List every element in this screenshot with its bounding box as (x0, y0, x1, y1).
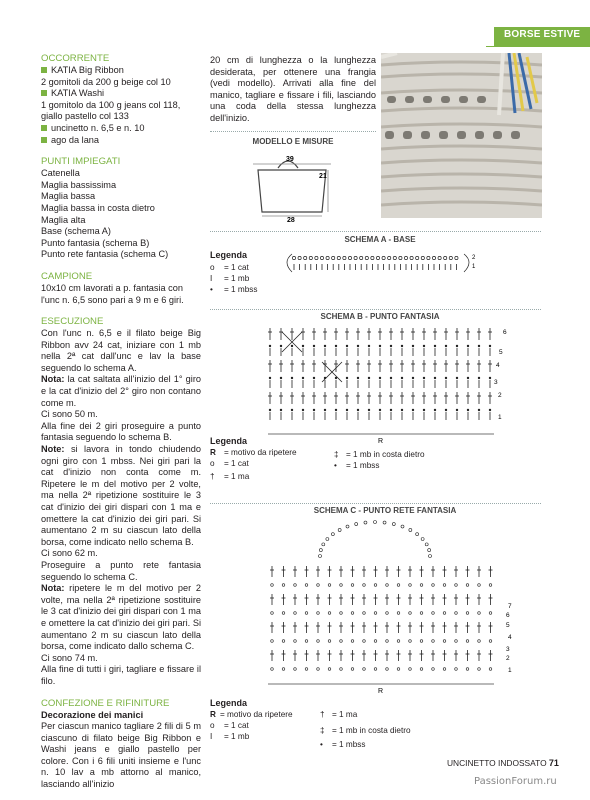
slip-symbol (313, 409, 315, 411)
slip-symbol (346, 409, 348, 411)
row-label: 6 (506, 612, 510, 619)
chain-symbol (386, 612, 389, 615)
chain-symbol (351, 640, 354, 643)
slip-symbol (379, 377, 381, 379)
chain-symbol (429, 555, 432, 558)
chain-symbol (409, 640, 412, 643)
chain-symbol (438, 256, 441, 259)
stitch-item: Maglia bassissima (41, 179, 117, 190)
row-label: 7 (508, 603, 512, 610)
chain-symbol (386, 584, 389, 587)
legend-item: ‡ = 1 mb in costa dietro (320, 726, 411, 735)
continued-text: 20 cm di lunghezza o la lunghezza desiderata, per ottenere una frangia (vedi modello). Arrivati alla fine del manico, tagliare e fissare i fili, lasciando una coda della stessa lunghezza dell'inizio. (210, 55, 376, 123)
chain-symbol (354, 256, 357, 259)
slip-symbol (313, 377, 315, 379)
chain-symbol (340, 668, 343, 671)
turn-curve (287, 254, 292, 272)
paragraph: Ci sono 74 m. (41, 652, 98, 663)
slip-symbol (291, 377, 293, 379)
chain-symbol (420, 668, 423, 671)
section-label: BORSE ESTIVE (504, 29, 581, 40)
chain-icon: o (210, 459, 215, 468)
chain-symbol (420, 612, 423, 615)
chain-symbol (397, 584, 400, 587)
row-label: 1 (472, 264, 476, 270)
chain-symbol (363, 640, 366, 643)
slip-symbol (467, 345, 469, 347)
chain-symbol (328, 668, 331, 671)
chain-symbol (363, 584, 366, 587)
chain-symbol (351, 612, 354, 615)
legend-item: o = 1 cat (210, 721, 249, 730)
legend-item: • = 1 mbss (334, 461, 380, 470)
row-label: 4 (496, 362, 500, 369)
schema-a-title: SCHEMA A - BASE (344, 235, 416, 244)
chain-symbol (282, 584, 285, 587)
chain-symbol (374, 640, 377, 643)
chain-symbol (317, 668, 320, 671)
bag-photo (381, 53, 542, 218)
materials-line: 2 gomitoli da 200 g beige col 10 (41, 76, 171, 87)
confezione-subtitle: Decorazione dei manici (41, 709, 144, 720)
slip-symbol (456, 409, 458, 411)
campione-text: 10x10 cm lavorati a p. fantasia con l'unc n. 6,5 sono pari a 9 m e 6 giri. (41, 282, 184, 305)
chain-symbol (489, 612, 492, 615)
slip-symbol (390, 377, 392, 379)
slip-symbol (269, 377, 271, 379)
chain-symbol (420, 584, 423, 587)
chain-symbol (304, 256, 307, 259)
chain-symbol (371, 256, 374, 259)
slip-symbol (489, 345, 491, 347)
chain-icon: o (210, 721, 215, 730)
slip-symbol (401, 377, 403, 379)
single-crochet-icon: I (210, 274, 213, 283)
divider (210, 503, 541, 504)
chain-symbol (455, 640, 458, 643)
repeat-label: R (378, 438, 384, 444)
chain-symbol (478, 668, 481, 671)
measure-top: 39 (286, 156, 294, 163)
legend-item: R = motivo da ripetere (210, 448, 297, 457)
note-paragraph: Nota: ripetere le m del motivo per 2 volte, ma nella 2ª ripetizione sostituire le 3 cat d'inizio dei giri dispari con 1 ma e omettere la cat d'inizio dei giri pari. Si aumentano 2 m su ciascun lato della borsa, come indicato dallo schema C. (41, 583, 201, 652)
slip-symbol (280, 409, 282, 411)
materials-line: KATIA Big Ribbon (41, 65, 201, 77)
chain-symbol (348, 256, 351, 259)
legend-item: o = 1 cat (210, 459, 249, 468)
back-loop-icon: ‡ (320, 726, 325, 735)
bullet-icon (41, 137, 47, 143)
chain-symbol (420, 640, 423, 643)
slip-symbol (368, 409, 370, 411)
page-footer: UNCINETTO INDOSSATO 71 (447, 758, 559, 768)
legend-title: Legenda (210, 250, 248, 260)
page-number: 71 (548, 758, 559, 768)
schema-a-diagram (282, 250, 482, 280)
slip-symbol (313, 345, 315, 347)
chain-symbol (409, 668, 412, 671)
slip-symbol (401, 345, 403, 347)
chain-symbol (374, 521, 377, 524)
row-label: 3 (494, 379, 498, 386)
chain-symbol (397, 640, 400, 643)
slip-symbol (489, 377, 491, 379)
chain-symbol (305, 612, 308, 615)
chain-symbol (331, 533, 334, 536)
paragraph: Alla fine dei 2 giri proseguire a punto fantasia seguendo lo schema B. (41, 420, 201, 443)
chain-symbol (376, 256, 379, 259)
divider (210, 309, 541, 310)
chain-symbol (340, 584, 343, 587)
legend-title: Legenda (210, 436, 248, 446)
slip-symbol (390, 409, 392, 411)
chain-symbol (409, 528, 412, 531)
chain-symbol (363, 612, 366, 615)
chain-symbol (271, 668, 274, 671)
punti-title: PUNTI IMPIEGATI (41, 156, 121, 168)
chain-symbol (326, 256, 329, 259)
chain-symbol (392, 523, 395, 526)
repeat-label: R (378, 688, 384, 695)
slip-symbol (434, 377, 436, 379)
chain-symbol (332, 256, 335, 259)
note-paragraph: Note: si lavora in tondo chiudendo ogni giro con 1 mbss. Nei giri pari la cat d'inizio non conta come m. Ripetere le m del motivo per 2 volte, ma nella 2ª ripetizione sostituire le 3 cat d'inizio dei giri dispari con 1 ma e omettere la cat d'inizio dei giri pari. Si aumentano 2 m su ciascun lato della borsa, come indicato nello schema B. (41, 444, 201, 547)
stitch-item: Maglia bassa (41, 191, 96, 202)
slip-symbol (302, 345, 304, 347)
chain-symbol (340, 612, 343, 615)
slip-symbol (467, 377, 469, 379)
slip-symbol (445, 345, 447, 347)
row-label: 3 (506, 646, 510, 653)
legend-item: † = 1 ma (320, 710, 358, 719)
chain-symbol (466, 640, 469, 643)
chain-symbol (319, 555, 322, 558)
slip-stitch-icon: • (334, 461, 337, 470)
chain-symbol (363, 668, 366, 671)
chain-symbol (364, 521, 367, 524)
chain-symbol (282, 612, 285, 615)
chain-symbol (393, 256, 396, 259)
row-label: 5 (506, 622, 510, 629)
occorrente-title: OCCORRENTE (41, 53, 110, 64)
chain-symbol (478, 640, 481, 643)
row-label: 4 (508, 634, 512, 641)
chain-symbol (432, 584, 435, 587)
chain-symbol (432, 256, 435, 259)
slip-symbol (434, 409, 436, 411)
double-crochet-icon: † (320, 710, 325, 719)
slip-symbol (489, 409, 491, 411)
slip-symbol (357, 377, 359, 379)
slip-symbol (478, 345, 480, 347)
chain-symbol (317, 640, 320, 643)
chain-symbol (409, 612, 412, 615)
chain-symbol (365, 256, 368, 259)
chain-symbol (397, 612, 400, 615)
chain-symbol (320, 256, 323, 259)
single-crochet-icon: I (210, 732, 213, 741)
chain-symbol (360, 256, 363, 259)
stitch-item: Punto rete fantasia (schema C) (41, 249, 169, 260)
chain-symbol (466, 668, 469, 671)
slip-symbol (324, 345, 326, 347)
double-crochet-icon: † (210, 472, 215, 481)
chain-symbol (421, 538, 424, 541)
chain-symbol (444, 256, 447, 259)
chain-symbol (399, 256, 402, 259)
row-label: 2 (472, 255, 476, 261)
chain-icon: o (210, 263, 215, 272)
bullet-icon (41, 90, 47, 96)
slip-symbol (379, 409, 381, 411)
legend-item: • = 1 mbss (320, 740, 366, 749)
chain-symbol (421, 256, 424, 259)
chain-symbol (319, 549, 322, 552)
chain-symbol (449, 256, 452, 259)
measure-bottom: 28 (287, 217, 295, 222)
paragraph: Con l'unc n. 6,5 e il filato beige Big Ribbon avv 24 cat, iniziare con 1 mb nella 2ª cat dall'unc e lav la base seguendo lo schema A. (41, 328, 201, 373)
paragraph: Proseguire a punto rete fantasia seguendo lo schema C. (41, 559, 201, 582)
section-tab (494, 27, 590, 46)
chain-symbol (305, 640, 308, 643)
chain-symbol (317, 584, 320, 587)
chain-symbol (401, 525, 404, 528)
slip-symbol (302, 377, 304, 379)
chain-symbol (315, 256, 318, 259)
esecuzione-title: ESECUZIONE (41, 316, 104, 328)
slip-symbol (346, 345, 348, 347)
paragraph: Ci sono 62 m. (41, 548, 98, 559)
chain-symbol (355, 523, 358, 526)
chain-symbol (410, 256, 413, 259)
slip-symbol (445, 409, 447, 411)
chain-symbol (294, 584, 297, 587)
slip-symbol (401, 409, 403, 411)
chain-symbol (340, 640, 343, 643)
bag-measure-diagram (248, 150, 336, 222)
chain-symbol (305, 584, 308, 587)
slip-symbol (335, 409, 337, 411)
slip-symbol (291, 409, 293, 411)
confezione-title: CONFEZIONE E RIFINITURE (41, 697, 170, 709)
chain-symbol (338, 528, 341, 531)
chain-symbol (386, 668, 389, 671)
slip-symbol (434, 345, 436, 347)
materials-line: uncinetto n. 6,5 e n. 10 (41, 123, 201, 135)
row-label: 1 (508, 667, 512, 674)
chain-symbol (489, 584, 492, 587)
chain-symbol (455, 668, 458, 671)
slip-symbol (412, 409, 414, 411)
slip-symbol (302, 409, 304, 411)
materials-line: KATIA Washi (41, 88, 201, 100)
paragraph: Alla fine di tutti i giri, tagliare e fissare il filo. (41, 664, 201, 686)
slip-stitch-icon: • (210, 285, 213, 294)
chain-symbol (294, 612, 297, 615)
slip-symbol (423, 377, 425, 379)
legend-item: • = 1 mbss (210, 285, 258, 294)
stitch-item: Base (schema A) (41, 226, 111, 237)
paragraph: Ci sono 50 m. (41, 409, 98, 420)
chain-symbol (282, 640, 285, 643)
schema-b-title: SCHEMA B - PUNTO FANTASIA (320, 312, 440, 321)
slip-symbol (357, 345, 359, 347)
divider (210, 131, 376, 132)
modello-title: MODELLO E MISURE (252, 137, 334, 146)
chain-symbol (326, 538, 329, 541)
chain-symbol (374, 612, 377, 615)
chain-symbol (328, 584, 331, 587)
legend-item: I = 1 mb (210, 274, 250, 283)
chain-symbol (322, 543, 325, 546)
chain-symbol (388, 256, 391, 259)
note-paragraph: Nota: la cat saltata all'inizio del 1° giro e la cat d'inizio del 2° giro non contano come m. (41, 374, 201, 408)
slip-symbol (390, 345, 392, 347)
stitch-item: Punto fantasia (schema B) (41, 237, 150, 248)
bullet-icon (41, 125, 47, 131)
chain-symbol (351, 668, 354, 671)
chain-symbol (382, 256, 385, 259)
chain-symbol (432, 612, 435, 615)
chain-symbol (428, 549, 431, 552)
stitch-item: Maglia bassa in costa dietro (41, 202, 155, 213)
chain-symbol (271, 640, 274, 643)
chain-symbol (455, 612, 458, 615)
bullet-icon (41, 67, 47, 73)
slip-symbol (368, 377, 370, 379)
chain-symbol (328, 612, 331, 615)
chain-symbol (432, 668, 435, 671)
chain-symbol (271, 612, 274, 615)
chain-symbol (489, 668, 492, 671)
slip-symbol (357, 409, 359, 411)
slip-symbol (379, 345, 381, 347)
legend-item: o = 1 cat (210, 263, 249, 272)
slip-symbol (324, 409, 326, 411)
left-column (41, 53, 201, 791)
slip-symbol (467, 409, 469, 411)
slip-symbol (368, 345, 370, 347)
stitch-item: Maglia alta (41, 214, 86, 225)
legend-item: † = 1 ma (210, 472, 250, 481)
legend-item: ‡ = 1 mb in costa dietro (334, 450, 425, 459)
chain-symbol (404, 256, 407, 259)
row-label: 2 (506, 655, 510, 662)
slip-symbol (269, 345, 271, 347)
chain-symbol (443, 668, 446, 671)
chain-symbol (443, 612, 446, 615)
chain-symbol (425, 543, 428, 546)
chain-symbol (374, 668, 377, 671)
chain-symbol (317, 612, 320, 615)
chain-symbol (455, 256, 458, 259)
materials-line: ago da lana (41, 135, 201, 147)
header-rule (486, 46, 590, 47)
chain-symbol (455, 584, 458, 587)
chain-symbol (383, 521, 386, 524)
chain-symbol (478, 584, 481, 587)
chain-symbol (386, 640, 389, 643)
slip-symbol (280, 377, 282, 379)
chain-symbol (478, 612, 481, 615)
back-loop-icon: ‡ (334, 450, 339, 459)
chain-symbol (294, 640, 297, 643)
chain-symbol (432, 640, 435, 643)
slip-symbol (346, 377, 348, 379)
row-label: 2 (498, 392, 502, 399)
chain-symbol (443, 584, 446, 587)
schema-b-diagram (262, 322, 518, 444)
divider (210, 231, 541, 232)
chain-symbol (416, 256, 419, 259)
chain-symbol (337, 256, 340, 259)
chain-symbol (397, 668, 400, 671)
slip-symbol (478, 409, 480, 411)
chain-symbol (346, 525, 349, 528)
materials-line: giallo pastello col 133 (41, 111, 129, 122)
slip-symbol (445, 377, 447, 379)
materials-line: 1 gomitolo da 100 g jeans col 118, (41, 99, 181, 110)
slip-symbol (412, 377, 414, 379)
schema-c-title: SCHEMA C - PUNTO RETE FANTASIA (313, 506, 457, 515)
schema-c-diagram (262, 516, 522, 696)
paragraph: Per ciascun manico tagliare 2 fili di 5 m ciascuno di filato beige Big Ribbon e Washi jeans e giallo pastello per colore. Con i 6 fili uniti insieme e l'unc n. 10 lav a mb attorno al manico, lasciando all'inizio (41, 721, 201, 790)
slip-symbol (280, 345, 282, 347)
chain-symbol (343, 256, 346, 259)
slip-symbol (269, 409, 271, 411)
row-label: 1 (498, 414, 502, 421)
stitch-item: Catenella (41, 168, 80, 179)
row-label: 5 (499, 349, 503, 356)
slip-symbol (335, 345, 337, 347)
watermark: PassionForum.ru (474, 776, 557, 787)
chain-symbol (466, 584, 469, 587)
chain-symbol (292, 256, 295, 259)
chain-symbol (309, 256, 312, 259)
chain-symbol (489, 640, 492, 643)
chain-symbol (466, 612, 469, 615)
chain-symbol (427, 256, 430, 259)
slip-symbol (423, 345, 425, 347)
measure-side: 21 (319, 173, 327, 180)
chain-symbol (328, 640, 331, 643)
chain-symbol (351, 584, 354, 587)
chain-symbol (298, 256, 301, 259)
campione-title: CAMPIONE (41, 270, 93, 282)
chain-symbol (271, 584, 274, 587)
slip-symbol (456, 377, 458, 379)
slip-symbol (423, 409, 425, 411)
legend-item: I = 1 mb (210, 732, 250, 741)
chain-symbol (416, 533, 419, 536)
chain-symbol (294, 668, 297, 671)
chain-symbol (443, 640, 446, 643)
legend-item: R = motivo da ripetere (210, 710, 293, 719)
slip-symbol (456, 345, 458, 347)
chain-symbol (409, 584, 412, 587)
slip-symbol (291, 345, 293, 347)
slip-symbol (412, 345, 414, 347)
slip-symbol (478, 377, 480, 379)
turn-curve (464, 254, 469, 272)
slip-stitch-icon: • (320, 740, 323, 749)
legend-title: Legenda (210, 698, 248, 708)
chain-symbol (374, 584, 377, 587)
chain-symbol (282, 668, 285, 671)
chain-symbol (305, 668, 308, 671)
row-label: 6 (503, 329, 507, 336)
